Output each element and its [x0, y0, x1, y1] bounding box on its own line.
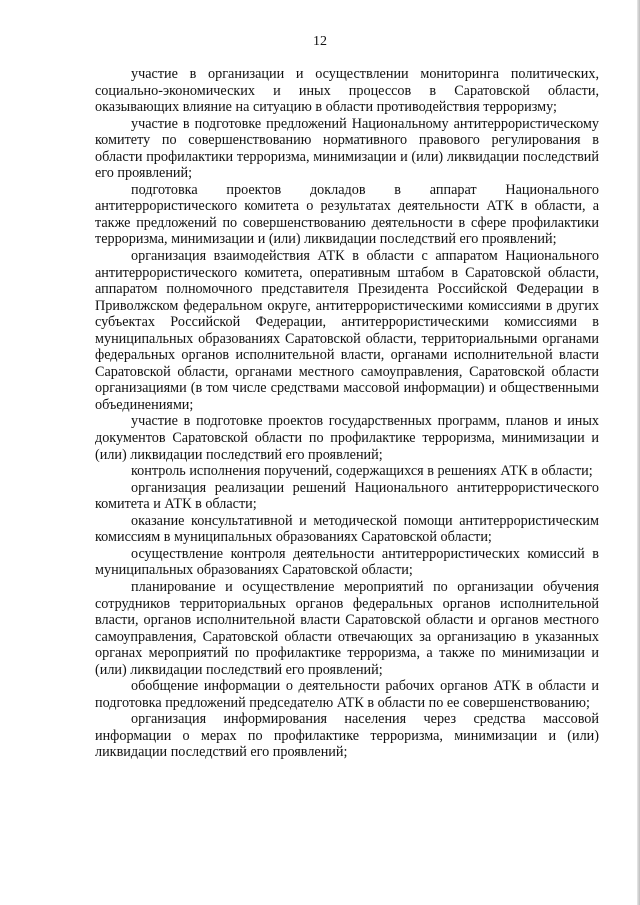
paragraph-programs: участие в подготовке проектов государственных программ, планов и иных документов Саратовской области по профилактике терроризма, минимизации и (или) ликвидации последствий его проявлений;: [95, 413, 599, 463]
paragraph-informing: организация информирования населения через средства массовой информации о мерах по профилактике терроризма, минимизации и (или) ликвидации последствий его проявлений;: [95, 711, 599, 761]
paragraph-monitoring: участие в организации и осуществлении мониторинга политических, социально-экономических и иных процессов в Саратовской области, оказывающих влияние на ситуацию в области противодействия терроризму;: [95, 66, 599, 116]
paragraph-implementation: организация реализации решений Национального антитеррористического комитета и АТК в области;: [95, 479, 599, 513]
paragraph-generalization: обобщение информации о деятельности рабочих органов АТК в области и подготовка предложений председателю АТК в области по ее совершенствованию;: [95, 678, 599, 711]
paragraph-consulting: оказание консультативной и методической помощи антитеррористическим комиссиям в муниципальных образованиях Саратовской области;: [95, 512, 599, 546]
paragraph-training: планирование и осуществление мероприятий по организации обучения сотрудников территориальных органов федеральных органов исполнительной власти, органов исполнительной власти Саратовской области и органов местного самоуправления, Саратовской области отвечающих за организацию в указанных органах мероприятий по профилактике терроризма, а также по минимизации и (или) ликвидации последствий его проявлений;: [95, 578, 599, 678]
paragraph-proposals-nak: участие в подготовке предложений Национальному антитеррористическому комитету по совершенствованию нормативного правового регулирования в области профилактики терроризма, минимизации и (или) ликвидации последствий его проявлений;: [95, 115, 599, 182]
paragraph-interaction: организация взаимодействия АТК в области с аппаратом Национального антитеррористического комитета, оперативным штабом в Саратовской области, аппаратом полномочного представителя Президента Российской Федерации в Приволжском федеральном округе, антитеррористическими комиссиями в других субъектах Российской Федерации, антитеррористическими комиссиями в муниципальных образованиях Саратовской области, территориальными органами федеральных органов исполнительной власти, органами исполнительной власти Саратовской области, органами местного самоуправления, Саратовской области организациями (в том числе средствами массовой информации) и общественными объединениями;: [95, 248, 599, 413]
document-body: [95, 66, 599, 761]
paragraph-reports: подготовка проектов докладов в аппарат Национального антитеррористического комитета о результатах деятельности АТК в области, а также предложений по совершенствованию деятельности в сфере профилактики терроризма, минимизации и (или) ликвидации последствий его проявлений;: [95, 181, 599, 248]
paragraph-control-orders: контроль исполнения поручений, содержащихся в решениях АТК в области;: [131, 463, 593, 480]
page-number: 12: [313, 34, 327, 49]
paragraph-control-commissions: осуществление контроля деятельности антитеррористических комиссий в муниципальных образованиях Саратовской области;: [95, 545, 599, 579]
